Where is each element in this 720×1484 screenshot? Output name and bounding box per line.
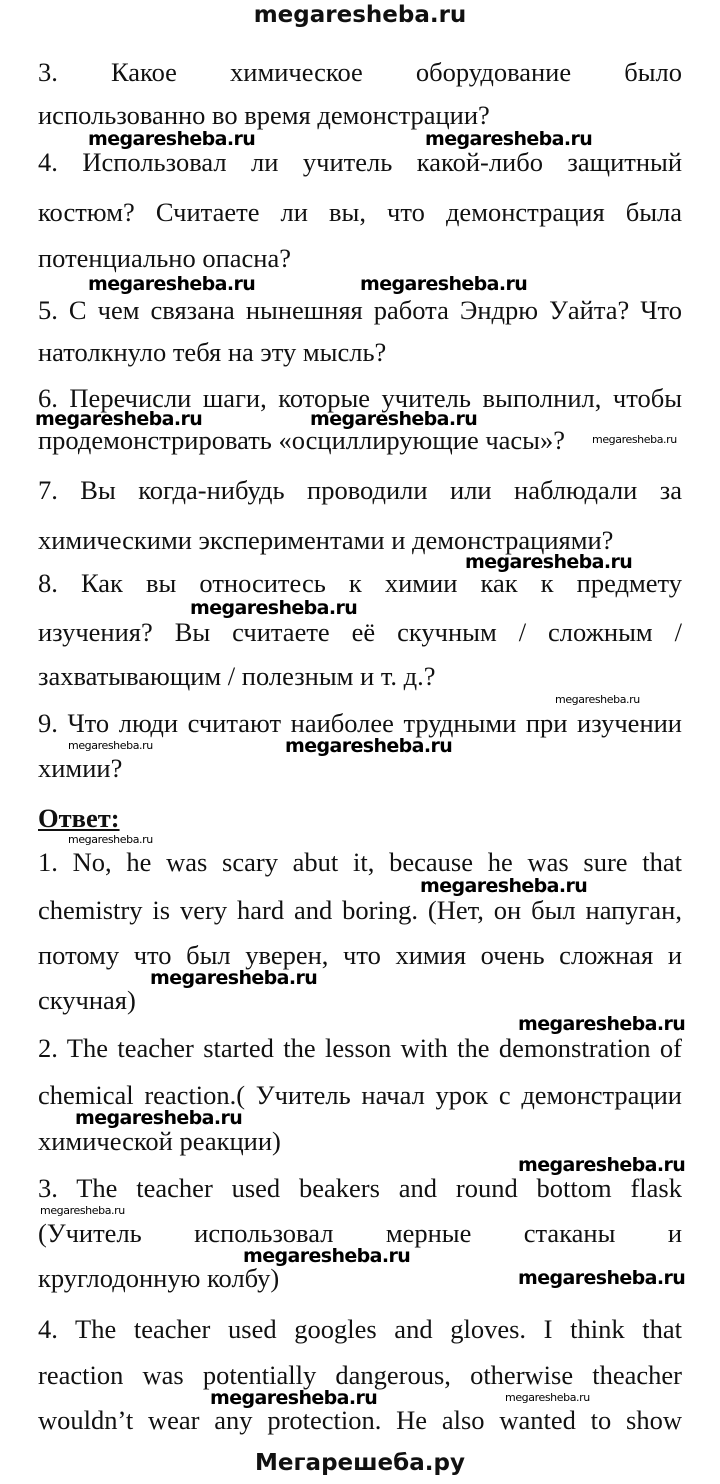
watermark: megaresheba.ru xyxy=(465,550,633,573)
text-line: захватывающим / полезным и т. д.? xyxy=(38,661,436,691)
watermark: megaresheba.ru xyxy=(210,1386,378,1409)
watermark: megaresheba.ru xyxy=(35,408,203,430)
watermark: megaresheba.ru xyxy=(518,1153,686,1176)
watermark: megaresheba.ru xyxy=(360,273,528,295)
watermark: megaresheba.ru xyxy=(88,127,256,150)
watermark-small: megaresheba.ru xyxy=(592,433,677,446)
text-line: использованно во время демонстрации? xyxy=(38,100,490,130)
text-line: wouldn’t wear any protection. He also wanted to show xyxy=(38,1405,682,1435)
watermark: megaresheba.ru xyxy=(420,875,588,897)
watermark-small: megaresheba.ru xyxy=(555,692,640,706)
text-line: chemistry is very hard and boring. (Нет, он был напуган, xyxy=(38,895,682,925)
text-line: скучная) xyxy=(38,985,136,1015)
text-line: chemical reaction.( Учитель начал урок с демонстрации xyxy=(38,1080,682,1110)
text-line: 4. Использовал ли учитель какой-либо защитный xyxy=(38,147,682,177)
text-line: химической реакции) xyxy=(38,1126,281,1156)
watermark: megaresheba.ru xyxy=(150,966,318,989)
text-line: 4. The teacher used googles and gloves. I think that xyxy=(38,1314,682,1344)
watermark: megaresheba.ru xyxy=(285,734,453,757)
text-line: продемонстрировать «осциллирующие часы»? xyxy=(38,425,565,455)
text-line: 3. Какое химическое оборудование было xyxy=(38,57,682,87)
text-line: потому что был уверен, что химия очень сложная и xyxy=(38,940,682,970)
text-line: 7. Вы когда-нибудь проводили или наблюдали за xyxy=(38,475,682,505)
text-line: 9. Что люди считают наиболее трудными при изучении xyxy=(38,708,682,738)
text-line: химии? xyxy=(38,753,123,783)
watermark: megaresheba.ru xyxy=(190,596,358,619)
watermark: megaresheba.ru xyxy=(243,1244,411,1267)
watermark: megaresheba.ru xyxy=(518,1267,686,1289)
watermark: megaresheba.ru xyxy=(518,1013,686,1035)
text-line: 2. The teacher started the lesson with the demonstration of xyxy=(38,1033,682,1063)
text-line: изучения? Вы считаете её скучным / сложным / xyxy=(38,617,682,647)
text-line: химическими экспериментами и демонстрациями? xyxy=(38,525,614,555)
text-line: reaction was potentially dangerous, otherwise theacher xyxy=(38,1360,682,1390)
watermark: megaresheba.ru xyxy=(75,1107,243,1129)
watermark: megaresheba.ru xyxy=(310,408,478,430)
text-line: натолкнуло тебя на эту мысль? xyxy=(38,337,387,367)
text-line: Ответ: xyxy=(38,803,120,833)
text-line: (Учитель использовал мерные стаканы и xyxy=(38,1218,682,1248)
text-line: 5. С чем связана нынешняя работа Эндрю Уайта? Что xyxy=(38,295,682,325)
watermark-small: megaresheba.ru xyxy=(505,1390,590,1404)
text-line: потенциально опасна? xyxy=(38,243,291,273)
watermark: megaresheba.ru xyxy=(88,273,256,295)
watermark-small: megaresheba.ru xyxy=(40,1203,125,1217)
site-footer: Мегарешеба.ру xyxy=(255,1450,465,1476)
text-line: 8. Как вы относитесь к химии как к предмету xyxy=(38,568,682,598)
text-line: костюм? Считаете ли вы, что демонстрация была xyxy=(38,197,682,227)
text-line: 3. The teacher used beakers and round bottom flask xyxy=(38,1173,682,1203)
watermark-small: megaresheba.ru xyxy=(68,833,153,846)
watermark-small: megaresheba.ru xyxy=(68,738,153,752)
site-header: megaresheba.ru xyxy=(253,2,467,28)
text-line: 1. No, he was scary abut it, because he was sure that xyxy=(38,847,682,877)
text-line: круглодонную колбу) xyxy=(38,1263,280,1293)
text-line: 6. Перечисли шаги, которые учитель выполнил, чтобы xyxy=(38,383,682,413)
watermark: megaresheba.ru xyxy=(425,127,593,150)
